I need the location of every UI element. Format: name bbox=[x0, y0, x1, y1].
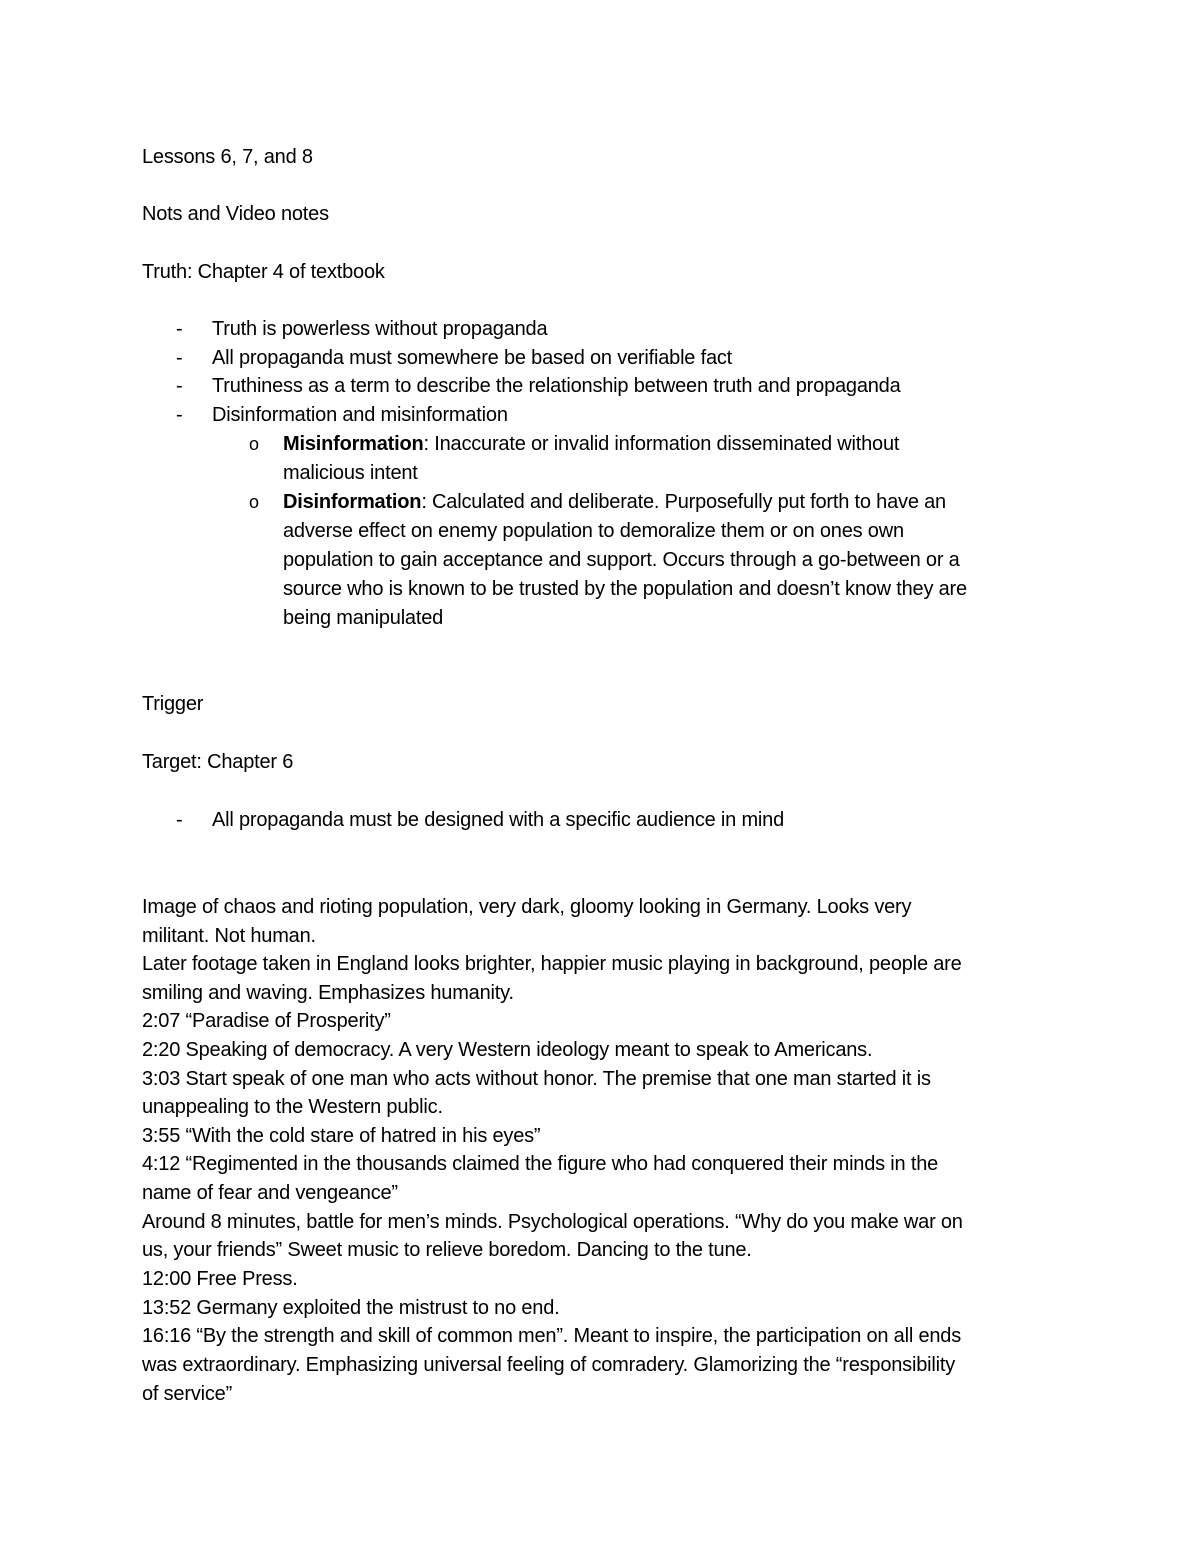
video-note-line: 2:07 “Paradise of Prosperity” bbox=[142, 1010, 391, 1032]
disinformation-line: adverse effect on enemy population to demoralize them or on ones own bbox=[283, 520, 904, 542]
bullet-dash: - bbox=[176, 404, 183, 426]
video-note-line: of service” bbox=[142, 1383, 233, 1405]
doc-subtitle: Nots and Video notes bbox=[142, 203, 329, 225]
target-heading: Target: Chapter 6 bbox=[142, 751, 294, 773]
video-note-line: unappealing to the Western public. bbox=[142, 1096, 443, 1118]
disinformation-term: Disinformation bbox=[283, 491, 422, 513]
bullet-dash: - bbox=[176, 375, 183, 397]
trigger-heading: Trigger bbox=[142, 693, 204, 715]
truth-bullet: Disinformation and misinformation bbox=[212, 404, 508, 426]
video-note-line: Later footage taken in England looks brighter, happier music playing in background, people are bbox=[142, 953, 962, 975]
sub-bullet-o: o bbox=[249, 434, 260, 454]
truth-bullet: All propaganda must somewhere be based on verifiable fact bbox=[212, 347, 733, 369]
sub-bullet-o: o bbox=[249, 492, 260, 512]
disinformation-line: source who is known to be trusted by the population and doesn’t know they are bbox=[283, 578, 967, 600]
misinformation-term: Misinformation bbox=[283, 433, 424, 455]
disinformation-text: : Calculated and deliberate. Purposefully put forth to have an bbox=[421, 491, 946, 513]
bullet-dash: - bbox=[176, 809, 183, 831]
video-note-line: 3:03 Start speak of one man who acts without honor. The premise that one man started it is bbox=[142, 1068, 931, 1090]
truth-heading: Truth: Chapter 4 of textbook bbox=[142, 261, 385, 283]
video-note-line: name of fear and vengeance” bbox=[142, 1182, 398, 1204]
video-note-line: 4:12 “Regimented in the thousands claimed the figure who had conquered their minds in the bbox=[142, 1153, 939, 1175]
truth-bullet: Truthiness as a term to describe the relationship between truth and propaganda bbox=[212, 375, 901, 397]
video-note-line: Around 8 minutes, battle for men’s minds. Psychological operations. “Why do you make war on bbox=[142, 1211, 963, 1233]
video-note-line: 2:20 Speaking of democracy. A very Western ideology meant to speak to Americans. bbox=[142, 1039, 873, 1061]
video-note-line: 3:55 “With the cold stare of hatred in his eyes” bbox=[142, 1125, 541, 1147]
video-note-line: militant. Not human. bbox=[142, 925, 316, 947]
doc-title: Lessons 6, 7, and 8 bbox=[142, 146, 313, 168]
bullet-dash: - bbox=[176, 347, 183, 369]
video-note-line: smiling and waving. Emphasizes humanity. bbox=[142, 982, 514, 1004]
disinformation-line: being manipulated bbox=[283, 607, 444, 629]
video-note-line: Image of chaos and rioting population, very dark, gloomy looking in Germany. Looks very bbox=[142, 896, 912, 918]
disinformation-line: population to gain acceptance and support. Occurs through a go-between or a bbox=[283, 549, 960, 571]
disinformation-line bbox=[283, 488, 946, 517]
misinformation-line bbox=[283, 430, 899, 459]
video-note-line: us, your friends” Sweet music to relieve boredom. Dancing to the tune. bbox=[142, 1239, 752, 1261]
misinformation-line: malicious intent bbox=[283, 462, 418, 484]
misinformation-text: : Inaccurate or invalid information disseminated without bbox=[423, 433, 900, 455]
video-note-line: 12:00 Free Press. bbox=[142, 1268, 298, 1290]
video-note-line: 16:16 “By the strength and skill of common men”. Meant to inspire, the participation on all ends bbox=[142, 1325, 962, 1347]
truth-bullet: Truth is powerless without propaganda bbox=[212, 318, 548, 340]
bullet-dash: - bbox=[176, 318, 183, 340]
video-note-line: was extraordinary. Emphasizing universal feeling of comradery. Glamorizing the “responsibility bbox=[142, 1354, 956, 1376]
video-note-line: 13:52 Germany exploited the mistrust to no end. bbox=[142, 1297, 560, 1319]
target-bullet: All propaganda must be designed with a specific audience in mind bbox=[212, 809, 785, 831]
